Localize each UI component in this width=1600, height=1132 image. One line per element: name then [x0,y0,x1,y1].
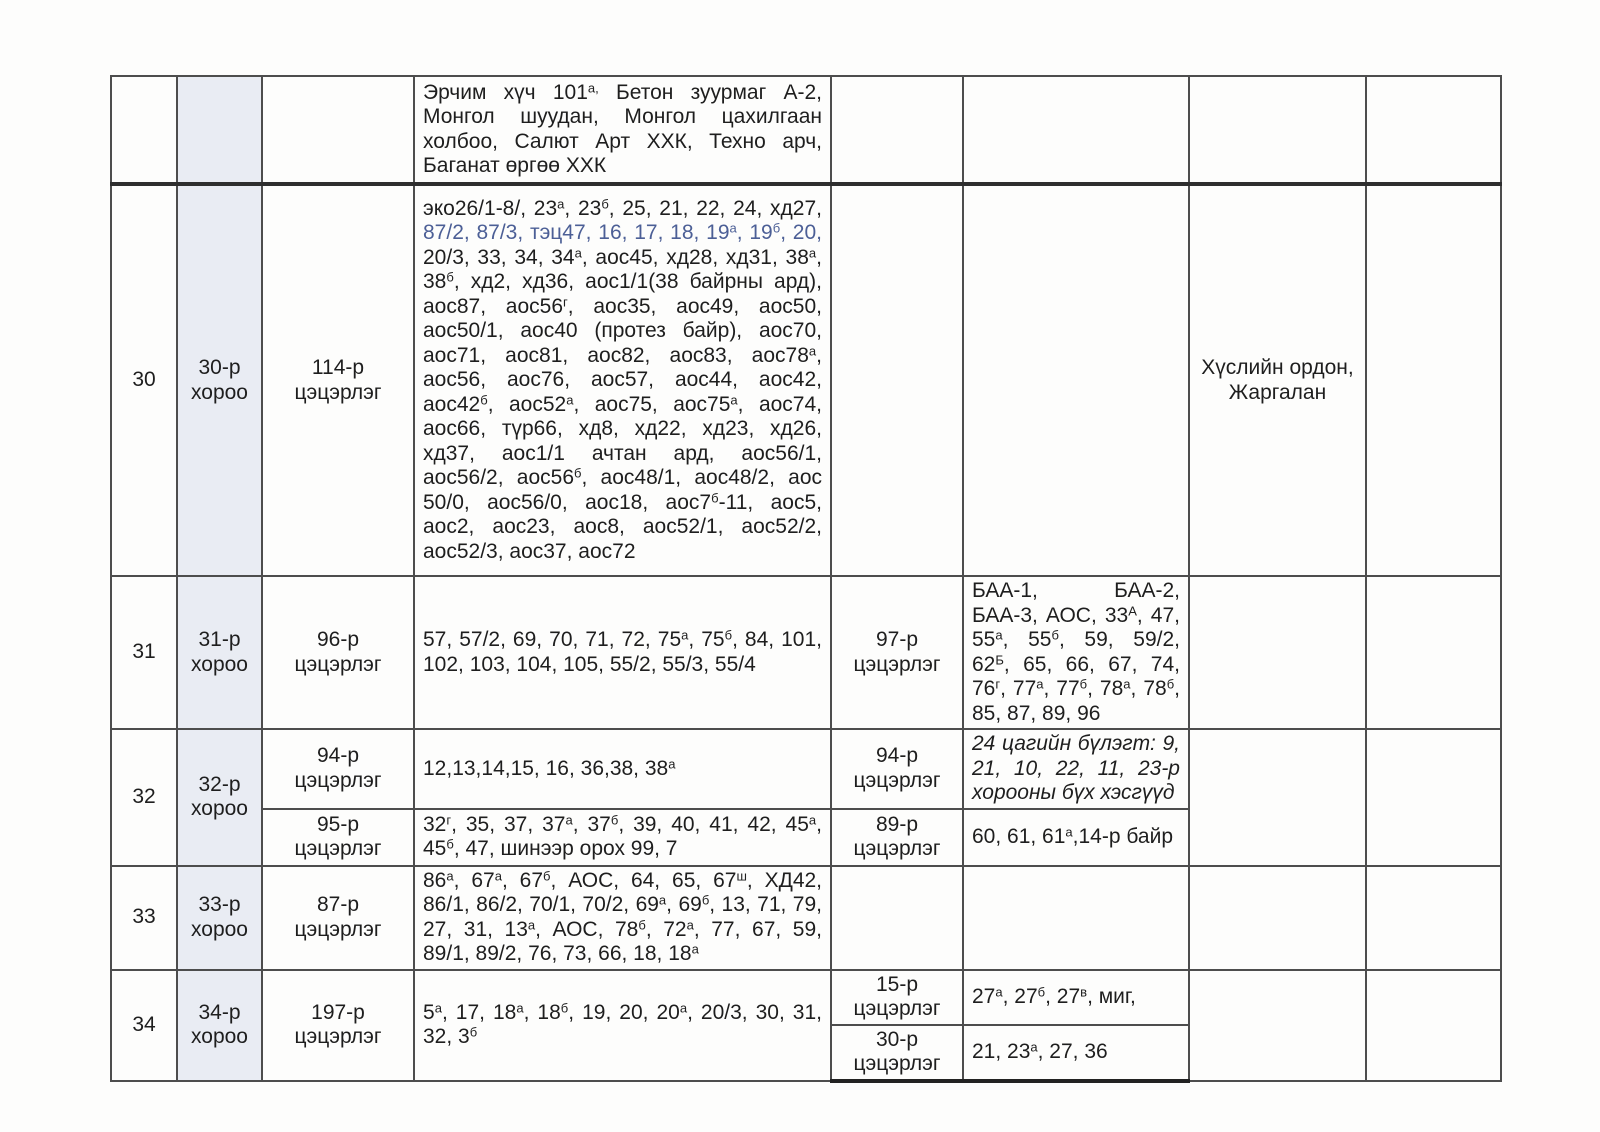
row30-khoroo-cell: 30-р хороо [177,184,262,576]
row32a-kindergarten-cell: 94-р цэцэрлэг [262,729,414,809]
cont-kindergarten2-cell [831,76,963,184]
row30-kindergarten2-cell [831,184,963,576]
row32-khoroo-cell: 32-р хороо [177,729,262,866]
row31-address-list: 57, 57/2, 69, 70, 71, 72, $75^а$, $75^б$, 84, 101, 102, 103, 104, 105, 55/2, 55/3, 55/4 [414,576,831,729]
row32-number-cell: 32 [111,729,177,866]
cont-khoroo-cell [177,76,262,184]
row34b-kindergarten2-cell: 30-р цэцэрлэг [831,1025,963,1081]
row32a-kindergarten2-cell: 94-р цэцэрлэг [831,729,963,809]
row33-number-cell: 33 [111,866,177,970]
row31-kindergarten2-cell: 97-р цэцэрлэг [831,576,963,729]
table-row [111,76,1501,184]
table-row [111,729,1501,809]
row31-khoroo-cell: 31-р хороо [177,576,262,729]
row33-address-list: $86^а$, $67^а$, $67^б$, АОС, 64, 65, $67^ш$, ХД42, 86/1, 86/2, 70/1, 70/2, $69^а$, $69^б$, 13, 71, 79, 27, 31, $13^а$, АОС, $78^б$, $72^а$, 77, 67, 59, 89/1, 89/2, 76, 73, 66, 18, $18^а$ [414,866,831,970]
cont-number-cell [111,76,177,184]
row33-address-list2 [963,866,1189,970]
row32b-kindergarten-cell: 95-р цэцэрлэг [262,809,414,866]
row34a-kindergarten2-cell: 15-р цэцэрлэг [831,970,963,1025]
row34-khoroo-cell: 34-р хороо [177,970,262,1081]
row34-landmark-cell [1189,970,1366,1081]
table-row [111,184,1501,576]
row31-kindergarten-cell: 96-р цэцэрлэг [262,576,414,729]
row34-address-list: $5^а$, 17, $18^а$, $18^б$, 19, 20, $20^а$, 20/3, 30, 31, 32, $3^б$ [414,970,831,1081]
row32-landmark-cell [1189,729,1366,866]
kindergarten-catchment-table [110,75,1502,1083]
row30-address-list: эко26/1-8/, $23^а$, $23^б$, 25, 21, 22, 24, хд27, 87/2, 87/3, тэц47, 16, 17, 18, $19^а$, $19^б$, 20, 20/3, 33, 34, $34^а$, аос45, хд28, хд31, $38^а$, $38^б$, хд2, хд36, аос1/1(38 байрны ард), аос87, $аос56^г$, аос35, аос49, аос50, аос50/1, аос40 (протез байр), аос70, аос71, аос81, аос82, аос83, $аос78^а$, аос56, аос76, аос57, аос44, аос42, $аос42^б$, $аос52^а$, аос75, $аос75^а$, аос74, аос66, түр66, хд8, хд22, хд23, хд26, хд37, аос1/1 ачтан ард, аос56/1, аос56/2, $аос56^б$, аос48/1, аос48/2, аос 50/0, аос56/0, аос18, $аос7^б-11$, аос5, аос2, аос23, аос8, аос52/1, аос52/2, аос52/3, аос37, аос72 [414,184,831,576]
row31-landmark-cell [1189,576,1366,729]
cont-landmark-cell [1189,76,1366,184]
row34-number-cell: 34 [111,970,177,1081]
row33-landmark-cell [1189,866,1366,970]
cont-address-list2 [963,76,1189,184]
row34b-address-list2: 21, $23^а$, 27, 36 [963,1025,1189,1081]
row34-kindergarten-cell: 197-р цэцэрлэг [262,970,414,1081]
cont-address-list: Эрчим хүч $101^{а,}$ Бетон зуурмаг А-2, Монгол шуудан, Монгол цахилгаан холбоо, Салют Арт ХХК, Техно арч, Баганат өргөө ХХК [414,76,831,184]
row33-kindergarten2-cell [831,866,963,970]
row33-kindergarten-cell: 87-р цэцэрлэг [262,866,414,970]
row32b-kindergarten2-cell: 89-р цэцэрлэг [831,809,963,866]
cont-empty-cell [1366,76,1501,184]
cont-kindergarten-cell [262,76,414,184]
row32a-address-list: 12,13,14,15, 16, 36,38, $38^а$ [414,729,831,809]
row34-empty-cell [1366,970,1501,1081]
row32b-address-list2: 60, 61, $61^а,14-р$ байр [963,809,1189,866]
row31-address-list2: БАА-1, БАА-2, БАА-3, АОС, $33^А$, 47, $55^а$, $55^б$, 59, 59/2, $62^Б$, 65, 66, 67, 74, $76^г$, $77^а$, $77^б$, $78^а$, $78^б$, 85, 87, 89, 96 [963,576,1189,729]
row32a-address-list2: 24 цагийн бүлэгт: 9, 21, 10, 22, 11, 23-р хорооны бүх хэсгүүд [963,729,1189,809]
row30-kindergarten-cell: 114-р цэцэрлэг [262,184,414,576]
row32-empty-cell [1366,729,1501,866]
table-row [111,576,1501,729]
row31-number-cell: 31 [111,576,177,729]
row30-empty-cell [1366,184,1501,576]
row34a-address-list2: $27^а$, $27^б$, $27^в$, миг, [963,970,1189,1025]
row32b-address-list: $32^г$, 35, 37, $37^а$, $37^б$, 39, 40, 41, 42, $45^а$, $45^б$, 47, шинээр орох 99, 7 [414,809,831,866]
table-row [111,866,1501,970]
row33-empty-cell [1366,866,1501,970]
row31-empty-cell [1366,576,1501,729]
table-row [111,970,1501,1025]
row33-khoroo-cell: 33-р хороо [177,866,262,970]
row30-landmark-cell: Хүслийн ордон, Жаргалан [1189,184,1366,576]
row30-address-list2 [963,184,1189,576]
row30-number-cell: 30 [111,184,177,576]
